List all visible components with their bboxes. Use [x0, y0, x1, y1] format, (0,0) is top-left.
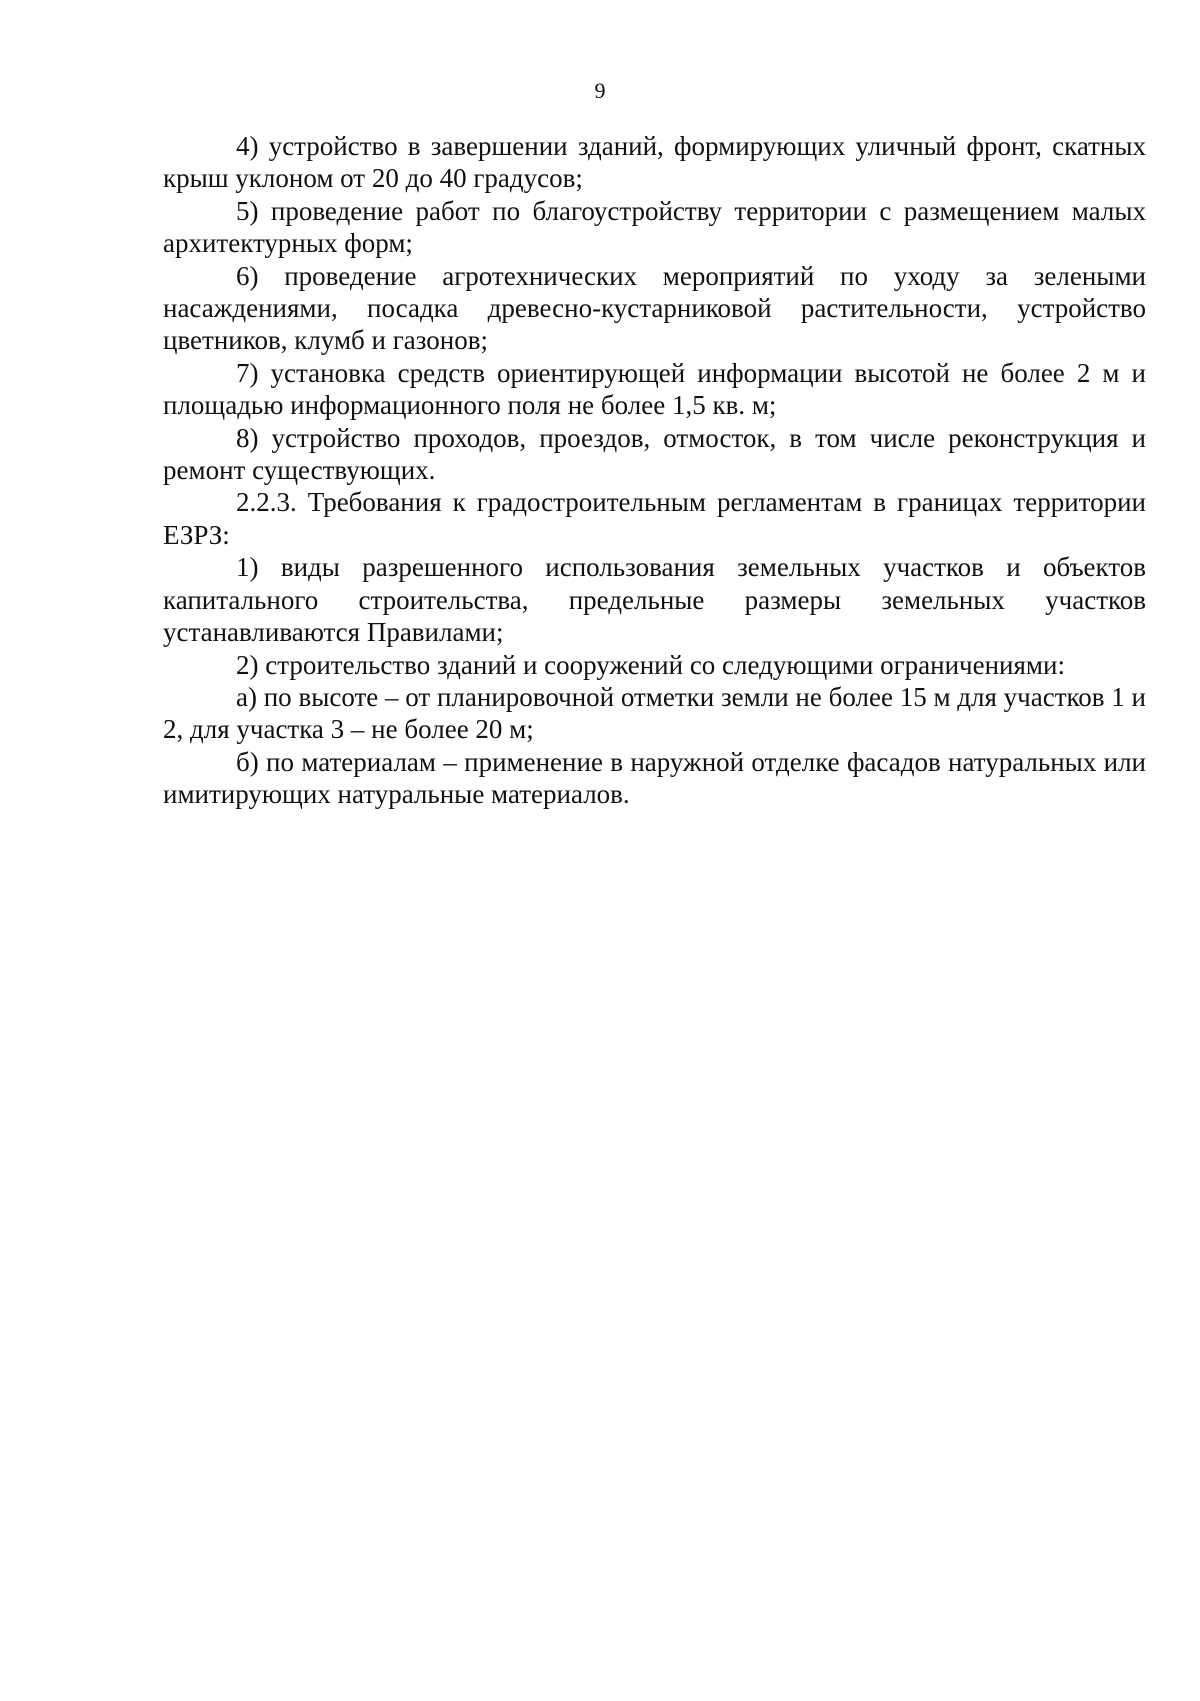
paragraph-item-b: б) по материалам – применение в наружной отделке фасадов натуральных или имитирующих натуральные материалов.: [163, 746, 1146, 810]
paragraph-item-2: 2) строительство зданий и сооружений со следующими ограничениями:: [236, 649, 1065, 680]
paragraph-item-7: 7) установка средств ориентирующей информации высотой не более 2 м и площадью информационного поля не более 1,5 кв. м;: [163, 357, 1146, 421]
paragraph-item-a: а) по высоте – от планировочной отметки земли не более 15 м для участков 1 и 2, для участка 3 – не более 20 м;: [163, 681, 1146, 745]
paragraph-item-8: 8) устройство проходов, проездов, отмосток, в том числе реконструкция и ремонт существующих.: [163, 422, 1146, 486]
paragraph-item-6: 6) проведение агротехнических мероприятий по уходу за зелеными насаждениями, посадка древесно-кустарниковой растительности, устройство цветников, клумб и газонов;: [163, 260, 1146, 356]
paragraph-item-5: 5) проведение работ по благоустройству территории с размещением малых архитектурных форм;: [163, 195, 1146, 259]
section-2-2-3-heading: 2.2.3. Требования к градостроительным регламентам в границах территории ЕЗРЗ:: [163, 487, 1146, 550]
paragraph-item-1: 1) виды разрешенного использования земельных участков и объектов капитального строительства, предельные размеры земельных участков устанавливаются Правилами;: [163, 552, 1146, 648]
paragraph-item-4: 4) устройство в завершении зданий, формирующих уличный фронт, скатных крыш уклоном от 20 до 40 градусов;: [163, 131, 1146, 194]
document-body: [163, 130, 1146, 811]
page-number: 9: [594, 78, 606, 103]
